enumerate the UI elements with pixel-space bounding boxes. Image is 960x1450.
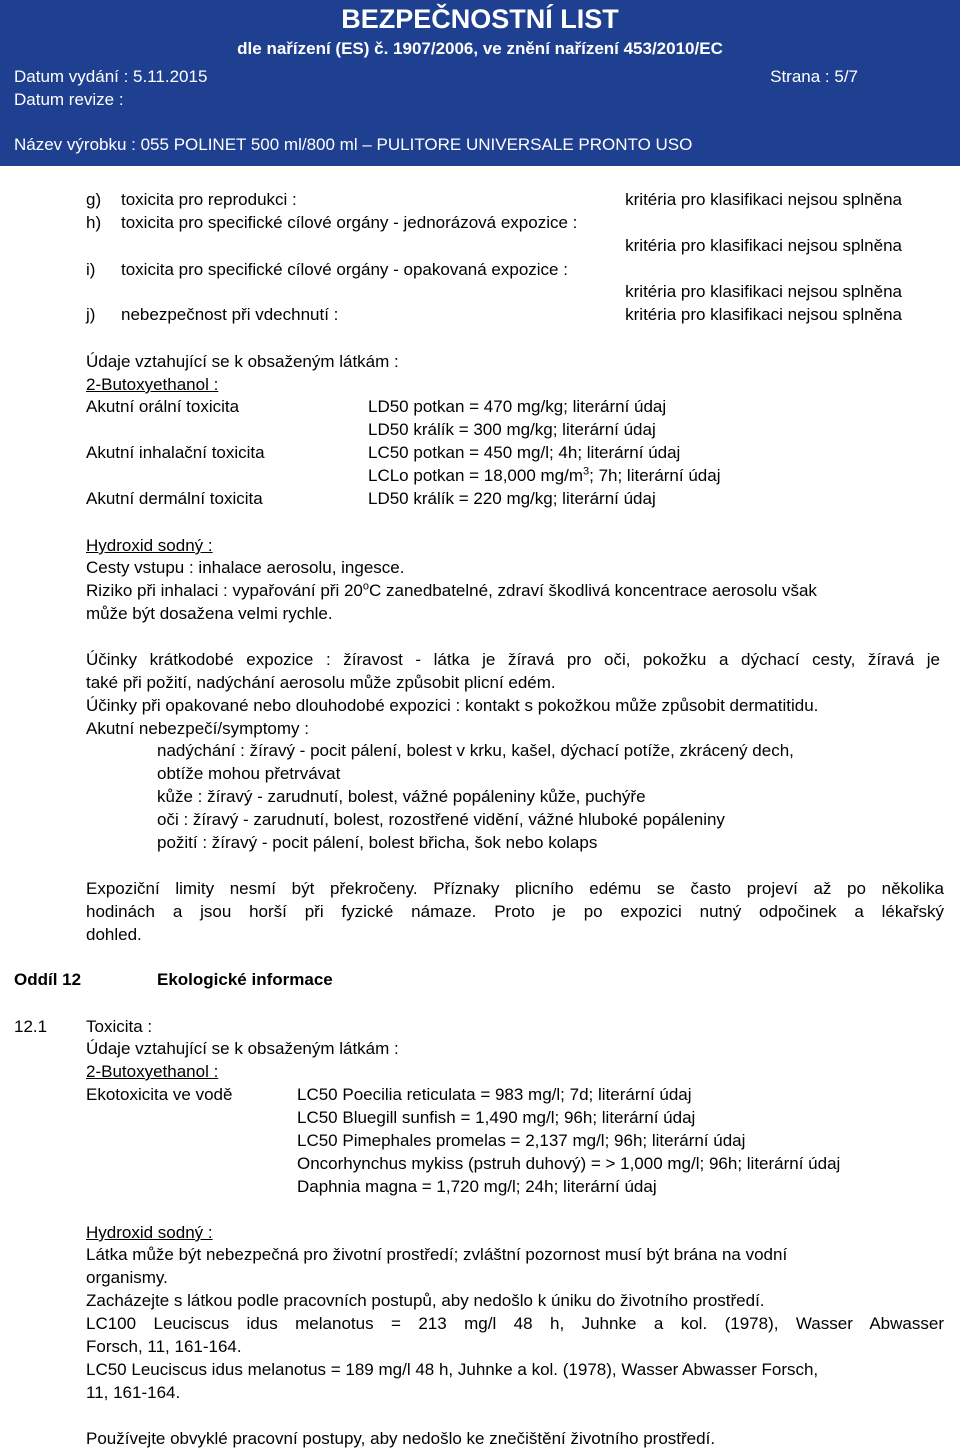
exposure-limits: Expoziční limity nesmí být překročeny. Příznaky plicního edému se často projeví až po několika: [86, 879, 944, 898]
eco-naoh-lc100: LC100 Leuciscus idus melanotus = 213 mg/l 48 h, Juhnke a kol. (1978), Wasser Abwasser: [86, 1314, 944, 1333]
inhalation-toxicity-label: Akutní inhalační toxicita: [86, 443, 265, 462]
item-g-text: toxicita pro reprodukci :: [121, 190, 297, 209]
eco-naoh-lc50-cont: 11, 161-164.: [86, 1383, 181, 1402]
inhalation-toxicity-value-1: LC50 potkan = 450 mg/l; 4h; literární údaj: [368, 443, 681, 462]
aquatic-toxicity-value-2: LC50 Bluegill sunfish = 1,490 mg/l; 96h; literární údaj: [297, 1108, 696, 1127]
issue-date: Datum vydání : 5.11.2015: [14, 67, 208, 86]
document-header: [0, 0, 960, 166]
section-title: Ekologické informace: [157, 970, 333, 989]
short-term-effects: Účinky krátkodobé expozice : žíravost - látka je žíravá pro oči, pokožku a dýchací cesty, žíravá je: [86, 650, 940, 669]
eco-substances-intro: Údaje vztahující se k obsaženým látkám :: [86, 1039, 399, 1058]
item-j-value: kritéria pro klasifikaci nejsou splněna: [625, 305, 902, 324]
exposure-limits-cont: hodinách a jsou horší při fyzické námaze. Proto je po expozici nutný odpočinek a lékařský: [86, 902, 944, 921]
page-number: Strana : 5/7: [770, 67, 858, 86]
eco-naoh-lc50: LC50 Leuciscus idus melanotus = 189 mg/l 48 h, Juhnke a kol. (1978), Wasser Abwasser Forsch,: [86, 1360, 819, 1379]
exposure-limits-end: dohled.: [86, 925, 142, 944]
substance-name: 2-Butoxyethanol :: [86, 375, 219, 394]
symptom-inhalation: nadýchání : žíravý - pocit pálení, bolest v krku, kašel, dýchací potíže, zkrácený dech,: [157, 741, 794, 760]
symptom-skin: kůže : žíravý - zarudnutí, bolest, vážné popáleniny kůže, puchýře: [157, 787, 646, 806]
section-label: Oddíl 12: [14, 970, 82, 989]
routes-of-entry: Cesty vstupu : inhalace aerosolu, ingesce.: [86, 558, 405, 577]
regulation-reference: dle nařízení (ES) č. 1907/2006, ve znění nařízení 453/2010/EC: [237, 39, 723, 58]
aquatic-toxicity-value-4: Oncorhynchus mykiss (pstruh duhový) = > 1,000 mg/l; 96h; literární údaj: [297, 1154, 841, 1173]
inhalation-risk: Riziko při inhalaci : vypařování při 20$^o$C zanedbatelné, zdraví škodlivá koncentrace aerosolu však: [86, 580, 817, 600]
item-h-label: h): [86, 213, 102, 232]
eco-naoh-practice: Používejte obvyklé pracovní postupy, aby nedošlo ke znečištění životního prostředí.: [86, 1429, 716, 1448]
eco-naoh-heading: Hydroxid sodný :: [86, 1223, 213, 1242]
item-i-text: toxicita pro specifické cílové orgány - opakovaná expozice :: [121, 260, 568, 279]
eco-naoh-lc100-cont: Forsch, 11, 161-164.: [86, 1337, 242, 1356]
dermal-toxicity-value: LD50 králík = 220 mg/kg; literární údaj: [368, 489, 656, 508]
aquatic-toxicity-value-1: LC50 Poecilia reticulata = 983 mg/l; 7d; literární údaj: [297, 1085, 692, 1104]
item-g-label: g): [86, 190, 102, 209]
item-j-label: j): [86, 305, 96, 324]
revision-date: Datum revize :: [14, 90, 124, 109]
subsection-title: Toxicita :: [86, 1017, 153, 1036]
inhalation-toxicity-value-2: LCLo potkan = 18,000 $mg/m^3$; 7h; literární údaj: [368, 465, 721, 485]
aquatic-toxicity-value-5: Daphnia magna = 1,720 mg/l; 24h; literární údaj: [297, 1177, 657, 1196]
subsection-number: 12.1: [14, 1017, 48, 1036]
product-name: Název výrobku : 055 POLINET 500 ml/800 ml – PULITORE UNIVERSALE PRONTO USO: [14, 135, 693, 154]
eco-substance-name: 2-Butoxyethanol :: [86, 1062, 219, 1081]
eco-naoh-text-2: Zacházejte s látkou podle pracovních postupů, aby nedošlo k úniku do životního prostředí.: [86, 1291, 765, 1310]
oral-toxicity-value-1: LD50 potkan = 470 mg/kg; literární údaj: [368, 397, 667, 416]
item-i-value: kritéria pro klasifikaci nejsou splněna: [625, 282, 902, 301]
item-i-label: i): [86, 260, 96, 279]
item-j-text: nebezpečnost při vdechnutí :: [121, 305, 339, 324]
item-h-value: kritéria pro klasifikaci nejsou splněna: [625, 236, 902, 255]
acute-hazards-heading: Akutní nebezpečí/symptomy :: [86, 719, 309, 738]
substances-intro: Údaje vztahující se k obsaženým látkám :: [86, 352, 399, 371]
eco-naoh-text-1: Látka může být nebezpečná pro životní prostředí; zvláštní pozornost musí být brána na vodní: [86, 1245, 788, 1264]
item-g-value: kritéria pro klasifikaci nejsou splněna: [625, 190, 902, 209]
oral-toxicity-value-2: LD50 králík = 300 mg/kg; literární údaj: [368, 420, 656, 439]
symptom-eyes: oči : žíravý - zarudnutí, bolest, rozostřené vidění, vážné hluboké popáleniny: [157, 810, 725, 829]
item-h-text: toxicita pro specifické cílové orgány - jednorázová expozice :: [121, 213, 578, 232]
naoh-heading: Hydroxid sodný :: [86, 536, 213, 555]
long-term-effects: Účinky při opakované nebo dlouhodobé expozici : kontakt s pokožkou může způsobit dermatitidu.: [86, 696, 819, 715]
aquatic-toxicity-value-3: LC50 Pimephales promelas = 2,137 mg/l; 96h; literární údaj: [297, 1131, 746, 1150]
symptom-inhalation-cont: obtíže mohou přetrvávat: [157, 764, 341, 783]
aquatic-toxicity-label: Ekotoxicita ve vodě: [86, 1085, 233, 1104]
symptom-ingestion: požití : žíravý - pocit pálení, bolest břicha, šok nebo kolaps: [157, 833, 598, 852]
short-term-effects-cont: také při požití, nadýchání aerosolu může způsobit plicní edém.: [86, 673, 556, 692]
dermal-toxicity-label: Akutní dermální toxicita: [86, 489, 263, 508]
eco-naoh-text-1-cont: organismy.: [86, 1268, 168, 1287]
inhalation-risk-cont: může být dosažena velmi rychle.: [86, 604, 333, 623]
oral-toxicity-label: Akutní orální toxicita: [86, 397, 240, 416]
document-title: BEZPEČNOSTNÍ LIST: [341, 4, 619, 34]
